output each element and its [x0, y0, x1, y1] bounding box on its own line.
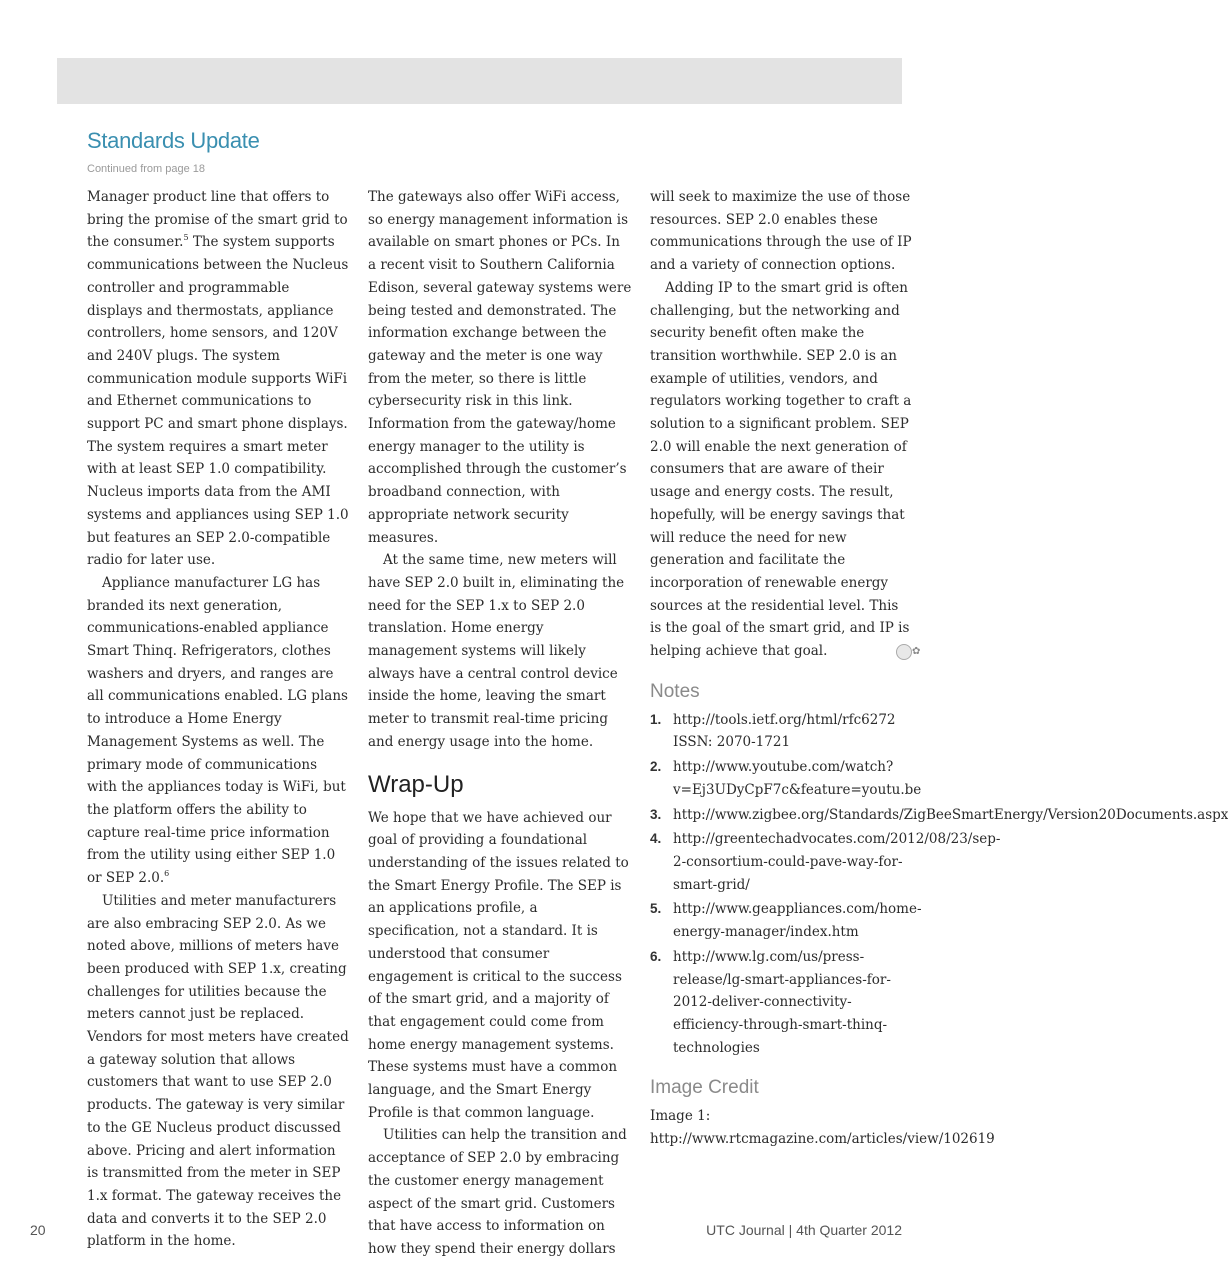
footnote-ref-6[interactable]: 6 [164, 869, 170, 879]
image-credit-text: Image 1: http://www.rtcmagazine.com/articles/view/102619 [650, 1108, 995, 1148]
note-item[interactable]: 1. http://tools.ietf.org/html/rfc6272 ISSN: 2070-1721 [650, 711, 896, 751]
column-1 [87, 186, 349, 1253]
note-item[interactable]: 5. http://www.geappliances.com/home-energy-manager/index.htm [650, 901, 922, 941]
continued-from-note: Continued from page 18 [87, 163, 206, 175]
col2-paragraph-4: Utilities can help the transition and acceptance of SEP 2.0 by embracing the customer energy management aspect of the smart grid. Customers that have access to information on how they spend their energy dollars [368, 1127, 627, 1257]
notes-list [650, 709, 1228, 1060]
notes-heading: Notes [650, 680, 700, 702]
journal-footer: UTC Journal | 4th Quarter 2012 [706, 1222, 902, 1238]
col2-paragraph-2: At the same time, new meters will have SEP 2.0 built in, eliminating the need for the SEP 1.x to SEP 2.0 translation. Home energy management systems will likely always have a central control device inside the home, leaving the smart meter to transmit real-time pricing and energy usage into the home. [368, 552, 625, 750]
page-number: 20 [30, 1222, 46, 1238]
note-item[interactable]: 2. http://www.youtube.com/watch?v=Ej3UDyCpF7c&feature=youtu.be [650, 759, 922, 798]
end-of-article-icon: ✿ [896, 644, 912, 660]
header-banner [57, 58, 902, 104]
wrap-up-heading: Wrap-Up [368, 770, 464, 798]
col3-paragraph-1: will seek to maximize the use of those resources. SEP 2.0 enables these communications through the use of IP and a variety of connection options. [650, 189, 912, 274]
column-3 [650, 186, 1228, 1151]
note-item[interactable]: 4. http://greentechadvocates.com/2012/08/23/sep-2-consortium-could-pave-way-for-smart-grid/ [650, 831, 1001, 893]
footnote-ref-5[interactable]: 5 [183, 233, 189, 243]
note-item[interactable]: 3. http://www.zigbee.org/Standards/ZigBeeSmartEnergy/Version20Documents.aspx [650, 806, 1228, 823]
section-title: Standards Update [87, 128, 260, 153]
column-2 [368, 186, 632, 1261]
image-credit-heading: Image Credit [650, 1077, 759, 1099]
col1-paragraph-1: Manager product line that offers to bring the promise of the smart grid to the consumer.$^5$ The system supports communications between the Nucleus controller and programmable displays and thermostats, appliance controllers, home sensors, and 120V and 240V plugs. The system communication module supports WiFi and Ethernet communications to support PC and smart phone displays. The system requires a smart meter with at least SEP 1.0 compatibility. Nucleus imports data from the AMI systems and appliances using SEP 1.0 but features an SEP 2.0-compatible radio for later use. [87, 189, 349, 569]
col2-paragraph-3: We hope that we have achieved our goal of providing a foundational understanding of the issues related to the Smart Energy Profile. The SEP is an applications profile, a specification, not a standard. It is understood that consumer engagement is critical to the success of the smart grid, and a majority of that engagement could come from home energy management systems. These systems must have a common language, and the Smart Energy Profile is that common language. [368, 809, 629, 1121]
col1-paragraph-2: Appliance manufacturer LG has branded its next generation, communications-enabled appliance Smart Thinq. Refrigerators, clothes washers and dryers, and ranges are all communications enabled. LG plans to introduce a Home Energy Management Systems as well. The primary mode of communications with the appliances today is WiFi, but the platform offers the ability to capture real-time price information from the utility using either SEP 1.0 or SEP 2.0.$^6$ [87, 574, 348, 887]
col1-paragraph-3: Utilities and meter manufacturers are also embracing SEP 2.0. As we noted above, millions of meters have been produced with SEP 1.x, creating challenges for utilities because the meters cannot just be replaced. Vendors for most meters have created a gateway solution that allows customers that want to use SEP 2.0 products. The gateway is very similar to the GE Nucleus product discussed above. Pricing and alert information is transmitted from the meter in SEP 1.x format. The gateway receives the data and converts it to the SEP 2.0 platform in the home. [87, 892, 349, 1250]
note-item[interactable]: 6. http://www.lg.com/us/press-release/lg-smart-appliances-for-2012-deliver-connectivity-efficiency-through-smart-thinq-technologies [650, 948, 891, 1056]
col3-paragraph-2: Adding IP to the smart grid is often challenging, but the networking and security benefit often make the transition worthwhile. SEP 2.0 is an example of utilities, vendors, and regulators working together to craft a solution to a significant problem. SEP 2.0 will enable the next generation of consumers that are aware of their usage and energy costs. The result, hopefully, will be energy savings that will reduce the need for new generation and facilitate the incorporation of renewable energy sources at the residential level. This is the goal of the smart grid, and IP is helping achieve that goal. ✿ [650, 279, 921, 660]
col2-paragraph-1: The gateways also offer WiFi access, so energy management information is available on smart phones or PCs. In a recent visit to Southern California Edison, several gateway systems were being tested and demonstrated. The information exchange between the gateway and the meter is one way from the meter, so there is little cybersecurity risk in this link. Information from the gateway/home energy manager to the utility is accomplished through the customer’s broadband connection, with appropriate network security measures. [368, 189, 632, 546]
